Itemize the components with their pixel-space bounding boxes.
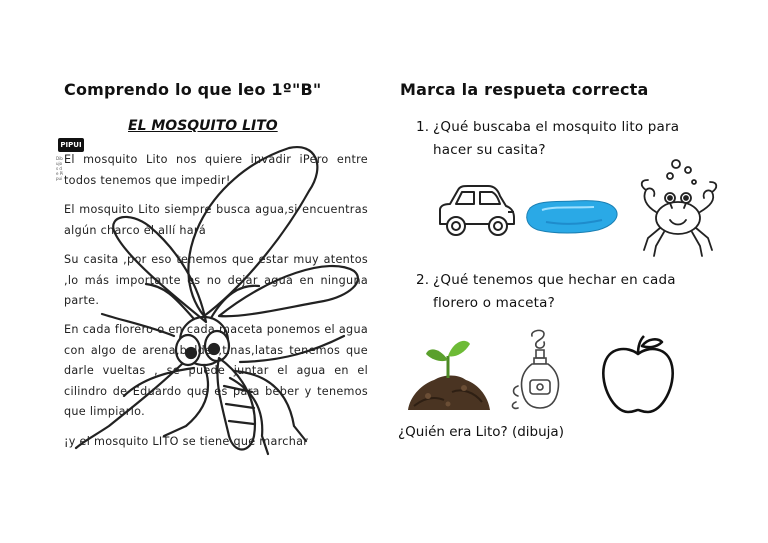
apple-icon[interactable] — [598, 334, 678, 416]
story-title: EL MOSQUITO LITO — [128, 118, 278, 134]
question-3: ¿Quién era Lito? (dibuja) — [398, 424, 564, 440]
crab-icon[interactable] — [636, 156, 722, 264]
water-puddle-icon[interactable] — [524, 196, 620, 236]
publisher-logo: PIPUI — [58, 138, 84, 152]
story-paragraph: ¡y el mosquito LITO se tiene que marchar — [64, 435, 309, 448]
question-2 — [416, 269, 716, 315]
question-text: ¿Qué tenemos que hechar en cada florero o maceta? — [433, 272, 676, 311]
question-number: 2. — [416, 272, 430, 288]
story-panel — [54, 136, 372, 456]
story-paragraph: El mosquito Lito siempre busca agua,si encuentras algún charco él allí hará — [64, 203, 368, 237]
car-icon[interactable] — [434, 180, 518, 246]
publisher-credit: Dibujos de Pipui — [56, 156, 64, 181]
worksheet-right-heading: Marca la respueta correcta — [400, 80, 649, 99]
question-text: ¿Qué buscaba el mosquito lito para hacer su casita? — [433, 119, 680, 158]
sprout-soil-icon[interactable] — [404, 326, 492, 414]
question-number: 1. — [416, 119, 430, 135]
perfume-bottle-icon[interactable] — [510, 326, 568, 414]
worksheet-left-heading: Comprendo lo que leo 1º"B" — [64, 80, 322, 99]
story-paragraph: Su casita ,por eso tenemos que estar muy atentos ,lo más importante es no dejar agua en ninguna parte. — [64, 253, 368, 307]
story-paragraph: El mosquito Lito nos quiere invadir iPero entre todos tenemos que impedir! — [64, 153, 368, 187]
story-paragraph: En cada florero o en cada maceta ponemos el agua con algo de arena,baldes,tinas,latas tenemos que darle vueltas , se puede juntar el agua en el cilindro de Eduardo que es para beber y tenemos que limpiarlo. — [64, 323, 368, 418]
